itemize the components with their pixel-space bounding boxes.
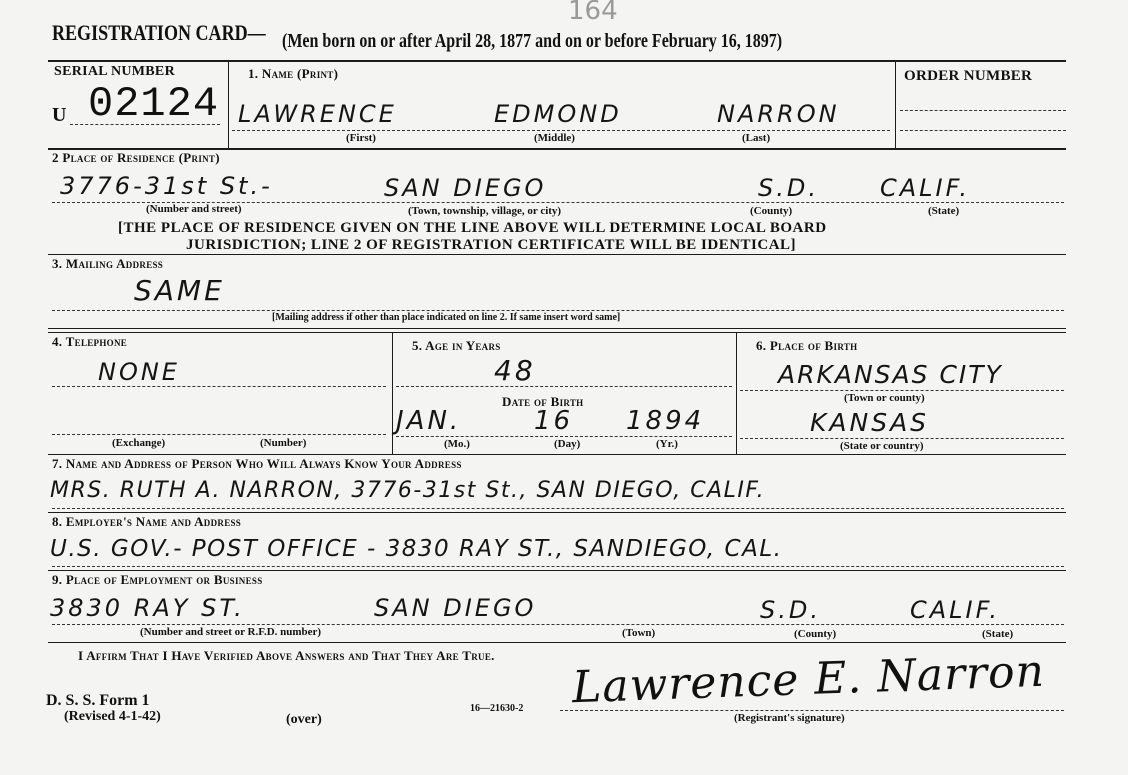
residence-state-caption: (State) — [928, 205, 960, 217]
serial-prefix: U — [52, 104, 67, 126]
telephone-value: NONE — [98, 358, 180, 386]
age-divider — [736, 332, 737, 454]
order-underline-2 — [900, 130, 1066, 131]
rule-row3 — [48, 254, 1066, 255]
birthplace-town-underline — [740, 390, 1064, 391]
tel-divider — [392, 332, 393, 454]
mailing-underline — [52, 310, 1064, 311]
residence-county-caption: (County) — [750, 205, 793, 217]
birthplace-town-caption: (Town or county) — [844, 392, 925, 404]
mailing-label: 3. Mailing Address — [52, 256, 164, 271]
age-label: 5. Age in Years — [412, 338, 501, 353]
contact-label: 7. Name and Address of Person Who Will Always Know Your Address — [52, 456, 462, 471]
affirmation: I Affirm That I Have Verified Above Answers and That They Are True. — [78, 648, 495, 663]
rule-row7 — [48, 454, 1066, 455]
residence-notice-1: [THE PLACE OF RESIDENCE GIVEN ON THE LINE ABOVE WILL DETERMINE LOCAL BOARD — [118, 220, 827, 236]
mailing-value: SAME — [134, 274, 225, 307]
employment-street-caption: (Number and street or R.F.D. number) — [140, 626, 322, 638]
dob-year: 1894 — [626, 406, 705, 436]
birthplace-state: KANSAS — [810, 408, 930, 437]
employer-underline — [52, 566, 1064, 567]
employment-town-caption: (Town) — [622, 627, 656, 639]
form-number: D. S. S. Form 1 — [46, 692, 150, 709]
employment-county: S.D. — [760, 596, 821, 624]
card-subtitle: (Men born on or after April 28, 1877 and on or before February 16, 1897) — [282, 30, 783, 52]
residence-county: S.D. — [758, 174, 819, 202]
employer-value: U.S. GOV.- POST OFFICE - 3830 RAY ST., SANDIEGO, CAL. — [50, 536, 783, 562]
employment-state: CALIF. — [910, 596, 1000, 624]
over-note: (over) — [286, 712, 322, 727]
rule-affirm — [48, 642, 1066, 643]
dob-day: 16 — [534, 406, 574, 436]
employment-county-caption: (County) — [794, 628, 837, 640]
birthplace-state-underline — [740, 438, 1064, 439]
form-revised: (Revised 4-1-42) — [64, 709, 161, 724]
telephone-exchange-caption: (Exchange) — [112, 437, 166, 449]
residence-street: 3776-31st St.- — [60, 172, 273, 200]
signature-underline — [560, 710, 1064, 711]
employment-underline — [52, 624, 1064, 625]
birthplace-state-caption: (State or country) — [840, 440, 924, 452]
employment-label: 9. Place of Employment or Business — [52, 572, 263, 587]
dob-month-caption: (Mo.) — [444, 438, 470, 450]
pencil-note: 164 — [568, 0, 618, 26]
birthplace-label: 6. Place of Birth — [756, 338, 858, 353]
rule-row4b — [48, 332, 1066, 333]
dob-day-caption: (Day) — [554, 438, 581, 450]
employment-town: SAN DIEGO — [374, 594, 537, 622]
age-value: 48 — [494, 354, 536, 387]
birthplace-town: ARKANSAS CITY — [778, 360, 1003, 389]
residence-street-caption: (Number and street) — [146, 203, 242, 215]
telephone-label: 4. Telephone — [52, 334, 128, 349]
employment-street: 3830 RAY ST. — [50, 594, 245, 622]
telephone-underline-2 — [52, 434, 386, 435]
serial-divider — [228, 62, 229, 148]
dob-underline — [396, 436, 732, 437]
name-first-caption: (First) — [346, 132, 376, 144]
rule-row9 — [48, 570, 1066, 571]
print-code: 16—21630-2 — [470, 703, 524, 714]
residence-town: SAN DIEGO — [384, 174, 547, 202]
name-last: NARRON — [717, 100, 840, 128]
serial-label: SERIAL NUMBER — [54, 64, 175, 79]
order-divider — [895, 62, 896, 148]
employment-state-caption: (State) — [982, 628, 1014, 640]
contact-underline — [52, 508, 1064, 509]
dob-label: Date of Birth — [502, 394, 584, 409]
telephone-number-caption: (Number) — [260, 437, 307, 449]
name-first: LAWRENCE — [238, 100, 397, 128]
serial-number: 02124 — [88, 80, 220, 128]
age-underline — [396, 386, 732, 387]
dob-year-caption: (Yr.) — [656, 438, 678, 450]
name-label: 1. Name (Print) — [248, 66, 339, 81]
residence-label: 2 Place of Residence (Print) — [52, 150, 220, 165]
contact-value: MRS. RUTH A. NARRON, 3776-31st St., SAN DIEGO, CALIF. — [50, 478, 766, 503]
employer-label: 8. Employer's Name and Address — [52, 514, 242, 529]
dob-month: JAN. — [396, 406, 462, 436]
telephone-underline-1 — [52, 386, 386, 387]
signature-caption: (Registrant's signature) — [734, 712, 845, 724]
rule-row8 — [48, 512, 1066, 513]
top-rule — [48, 60, 1066, 62]
residence-town-caption: (Town, township, village, or city) — [408, 205, 562, 217]
name-middle-caption: (Middle) — [534, 132, 575, 144]
registrant-signature: Lawrence E. Narron — [571, 645, 1046, 714]
residence-state: CALIF. — [880, 174, 970, 202]
mailing-note: [Mailing address if other than place indicated on line 2. If same insert word same] — [272, 312, 621, 323]
card-title: REGISTRATION CARD— — [52, 20, 266, 45]
name-middle: EDMOND — [494, 100, 622, 128]
serial-underline — [70, 124, 220, 125]
name-underline — [232, 130, 890, 131]
order-label: ORDER NUMBER — [904, 68, 1033, 84]
residence-notice-2: JURISDICTION; LINE 2 OF REGISTRATION CERTIFICATE WILL BE IDENTICAL] — [186, 237, 797, 253]
name-last-caption: (Last) — [742, 132, 771, 144]
rule-row4a — [48, 328, 1066, 329]
order-underline-1 — [900, 110, 1066, 111]
